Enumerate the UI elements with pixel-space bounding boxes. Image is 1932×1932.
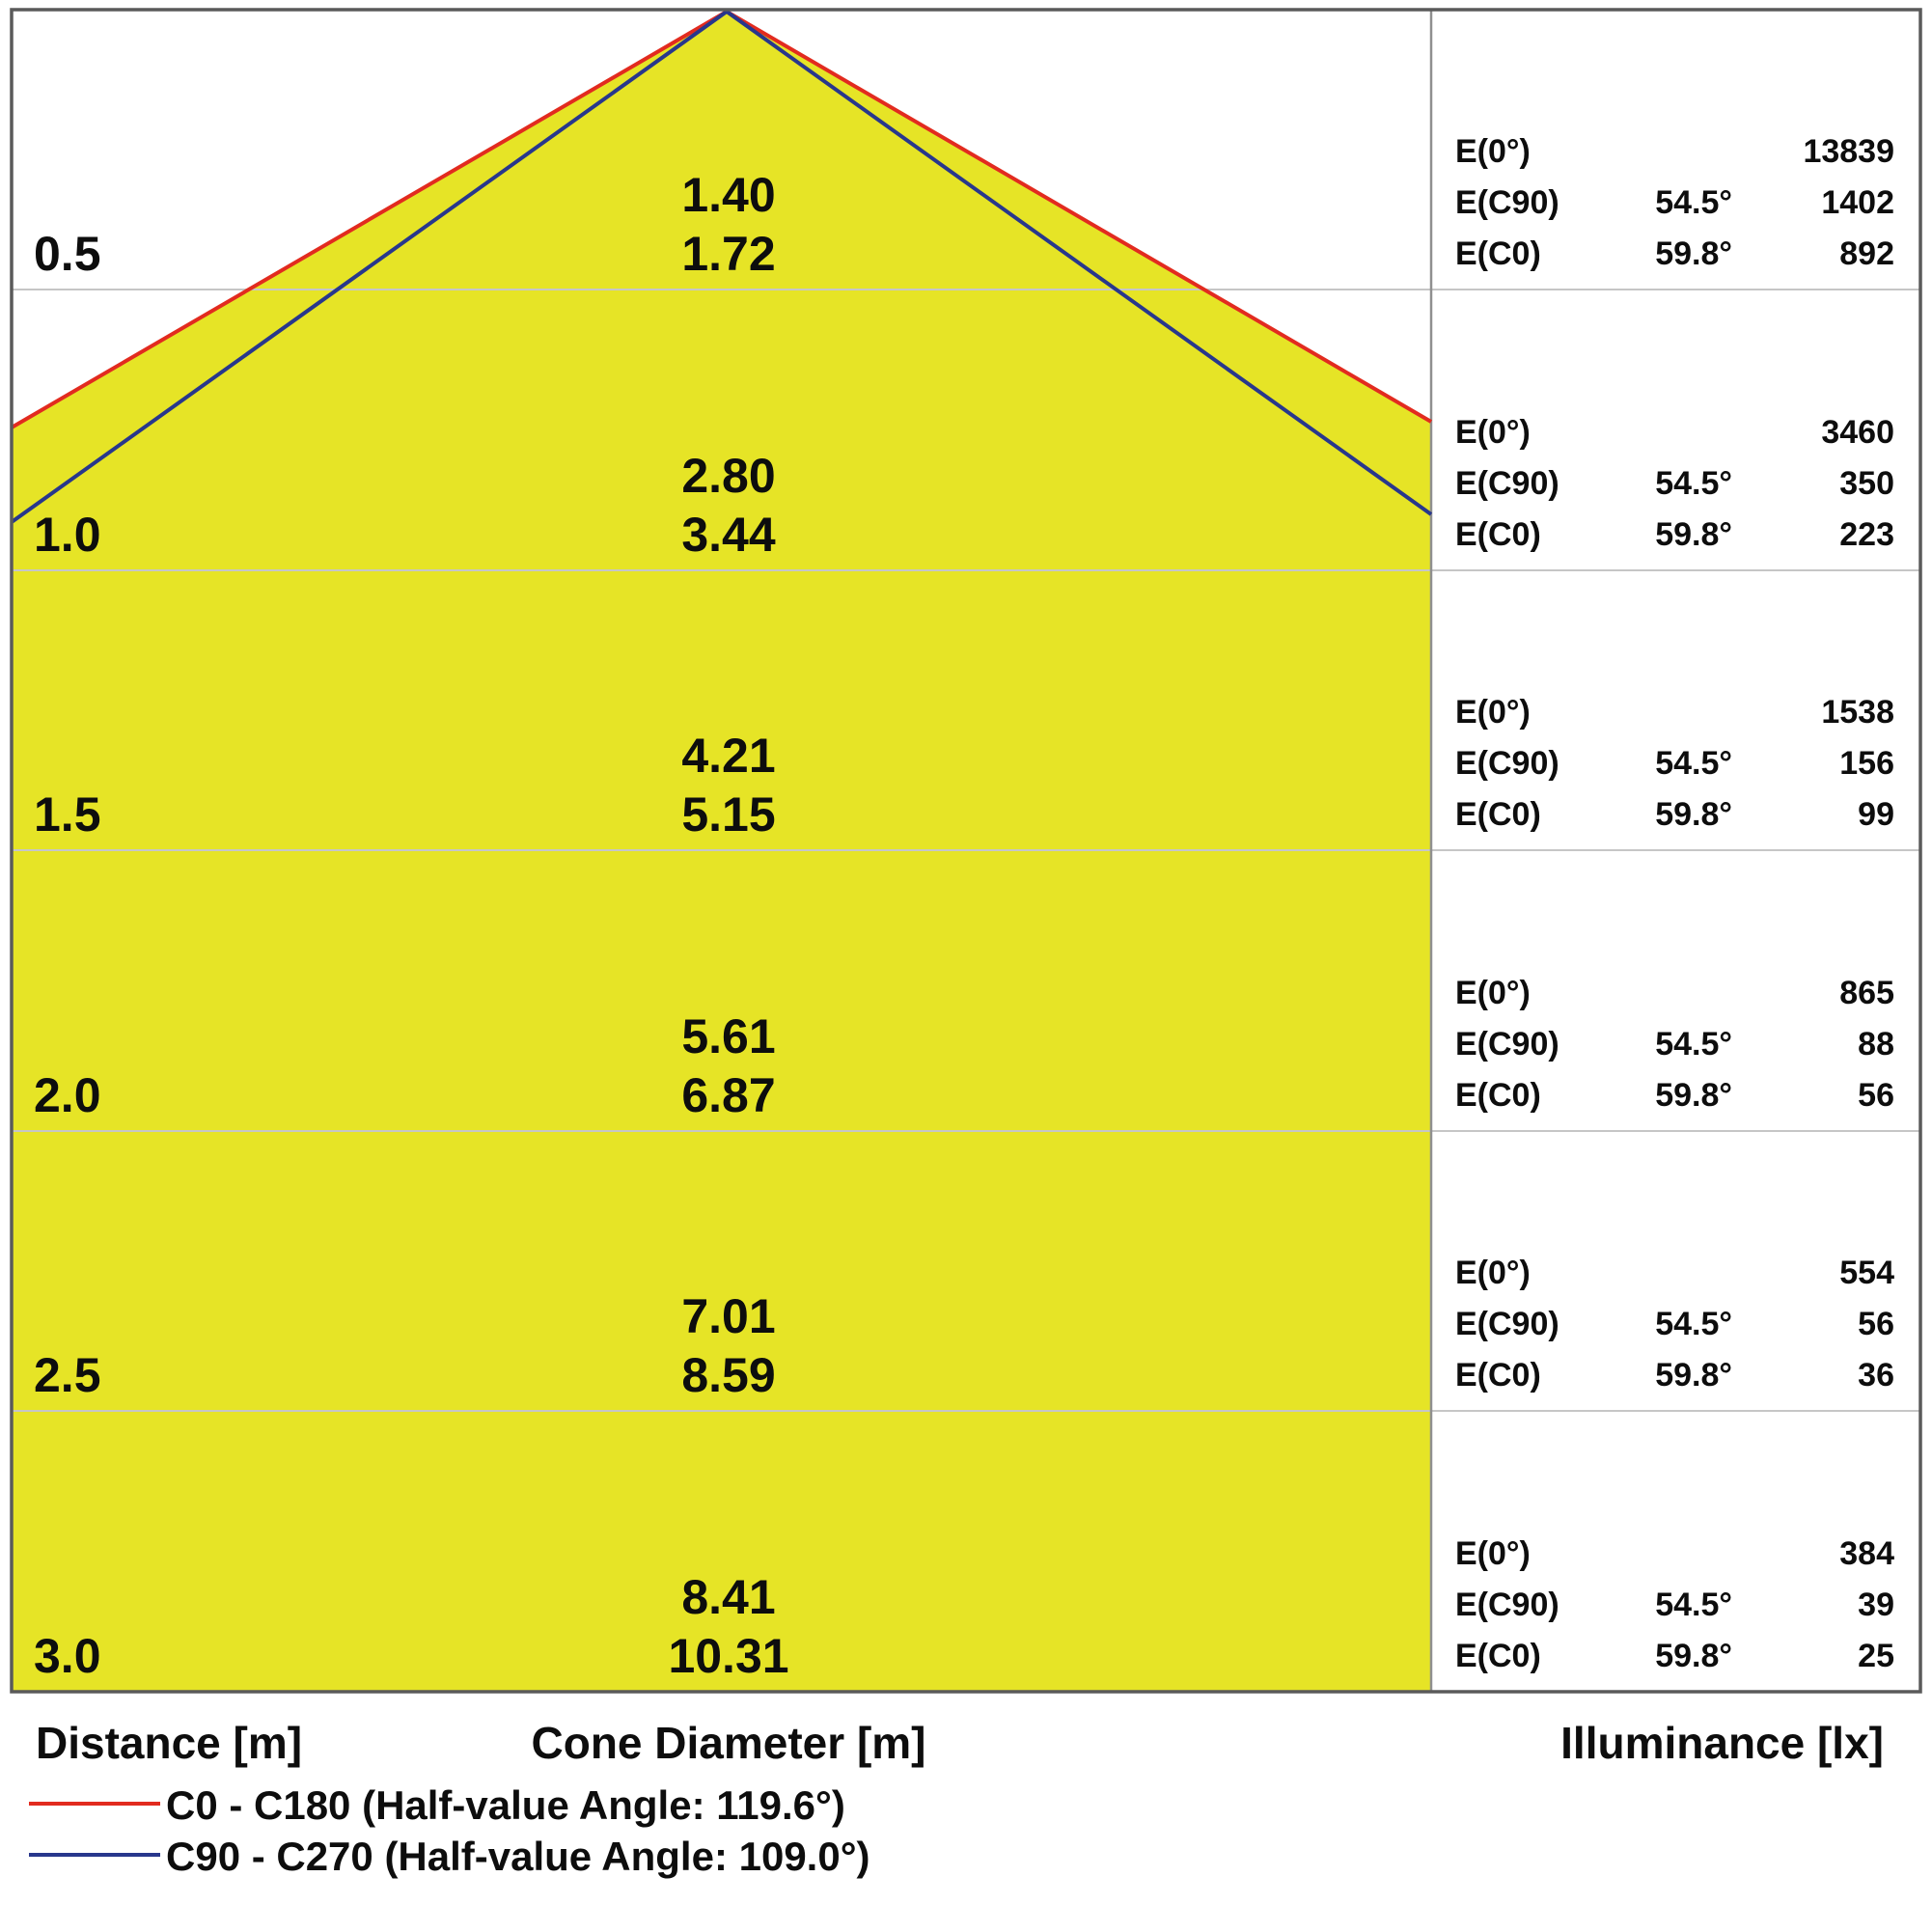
distance-label: 2.0 bbox=[34, 1068, 101, 1122]
ec0-label: E(C0) bbox=[1455, 1638, 1541, 1674]
cone-diameter-c90: 8.41 bbox=[681, 1570, 776, 1624]
cone-diameter-c0: 10.31 bbox=[668, 1629, 789, 1683]
cone-diameter-c90: 4.21 bbox=[681, 729, 776, 783]
cone-diameter-c90: 7.01 bbox=[681, 1289, 776, 1343]
cone-diameter-c90: 1.40 bbox=[681, 168, 776, 222]
cone-diameter-c0: 5.15 bbox=[681, 787, 776, 842]
distance-label: 3.0 bbox=[34, 1629, 101, 1683]
cone-diameter-axis-label: Cone Diameter [m] bbox=[531, 1718, 926, 1768]
distance-label: 0.5 bbox=[34, 227, 101, 281]
ec0-label: E(C0) bbox=[1455, 1077, 1541, 1114]
e0-value: 1538 bbox=[1821, 694, 1894, 731]
illuminance-axis-label: Illuminance [lx] bbox=[1560, 1718, 1884, 1768]
ec90-angle: 54.5° bbox=[1655, 184, 1732, 221]
ec90-value: 350 bbox=[1839, 465, 1894, 502]
ec0-value: 25 bbox=[1858, 1638, 1894, 1674]
ec90-angle: 54.5° bbox=[1655, 465, 1732, 502]
ec90-angle: 54.5° bbox=[1655, 1587, 1732, 1623]
ec90-label: E(C90) bbox=[1455, 1306, 1559, 1342]
e0-value: 3460 bbox=[1821, 414, 1894, 451]
ec0-angle: 59.8° bbox=[1655, 1638, 1732, 1674]
e0-label: E(0°) bbox=[1455, 133, 1531, 170]
ec0-label: E(C0) bbox=[1455, 516, 1541, 553]
ec0-angle: 59.8° bbox=[1655, 1077, 1732, 1114]
ec90-angle: 54.5° bbox=[1655, 1306, 1732, 1342]
e0-value: 13839 bbox=[1803, 133, 1894, 170]
ec90-value: 56 bbox=[1858, 1306, 1894, 1342]
ec90-label: E(C90) bbox=[1455, 1026, 1559, 1063]
c90-c270-legend-swatch bbox=[27, 1846, 162, 1863]
distance-label: 1.0 bbox=[34, 508, 101, 562]
ec0-value: 223 bbox=[1839, 516, 1894, 553]
cone-diameter-c0: 3.44 bbox=[681, 508, 776, 562]
ec90-angle: 54.5° bbox=[1655, 745, 1732, 782]
distance-label: 2.5 bbox=[34, 1348, 101, 1402]
ec0-value: 56 bbox=[1858, 1077, 1894, 1114]
ec0-label: E(C0) bbox=[1455, 235, 1541, 272]
ec0-label: E(C0) bbox=[1455, 1357, 1541, 1394]
ec90-value: 1402 bbox=[1821, 184, 1894, 221]
ec90-value: 88 bbox=[1858, 1026, 1894, 1063]
ec90-label: E(C90) bbox=[1455, 745, 1559, 782]
e0-label: E(0°) bbox=[1455, 975, 1531, 1011]
c0-c180-legend-label: C0 - C180 (Half-value Angle: 119.6°) bbox=[166, 1782, 845, 1828]
e0-value: 384 bbox=[1839, 1535, 1894, 1572]
cone-diameter-c0: 1.72 bbox=[681, 227, 776, 281]
distance-label: 1.5 bbox=[34, 787, 101, 842]
e0-value: 554 bbox=[1839, 1255, 1894, 1291]
cone-diameter-c0: 8.59 bbox=[681, 1348, 776, 1402]
ec90-value: 39 bbox=[1858, 1587, 1894, 1623]
ec90-value: 156 bbox=[1839, 745, 1894, 782]
distance-axis-label: Distance [m] bbox=[36, 1718, 303, 1768]
ec90-angle: 54.5° bbox=[1655, 1026, 1732, 1063]
ec0-value: 892 bbox=[1839, 235, 1894, 272]
ec0-angle: 59.8° bbox=[1655, 235, 1732, 272]
ec0-label: E(C0) bbox=[1455, 796, 1541, 833]
ec0-angle: 59.8° bbox=[1655, 516, 1732, 553]
cone-diameter-c90: 5.61 bbox=[681, 1009, 776, 1063]
c0-c180-legend-swatch bbox=[27, 1795, 162, 1812]
ec0-angle: 59.8° bbox=[1655, 1357, 1732, 1394]
e0-label: E(0°) bbox=[1455, 1535, 1531, 1572]
cone-diameter-c90: 2.80 bbox=[681, 449, 776, 503]
e0-label: E(0°) bbox=[1455, 1255, 1531, 1291]
c90-c270-legend-label: C90 - C270 (Half-value Angle: 109.0°) bbox=[166, 1834, 870, 1879]
e0-label: E(0°) bbox=[1455, 694, 1531, 731]
ec0-angle: 59.8° bbox=[1655, 796, 1732, 833]
cone-diameter-c0: 6.87 bbox=[681, 1068, 776, 1122]
ec90-label: E(C90) bbox=[1455, 1587, 1559, 1623]
ec0-value: 36 bbox=[1858, 1357, 1894, 1394]
e0-label: E(0°) bbox=[1455, 414, 1531, 451]
e0-value: 865 bbox=[1839, 975, 1894, 1011]
ec0-value: 99 bbox=[1858, 796, 1894, 833]
ec90-label: E(C90) bbox=[1455, 465, 1559, 502]
ec90-label: E(C90) bbox=[1455, 184, 1559, 221]
